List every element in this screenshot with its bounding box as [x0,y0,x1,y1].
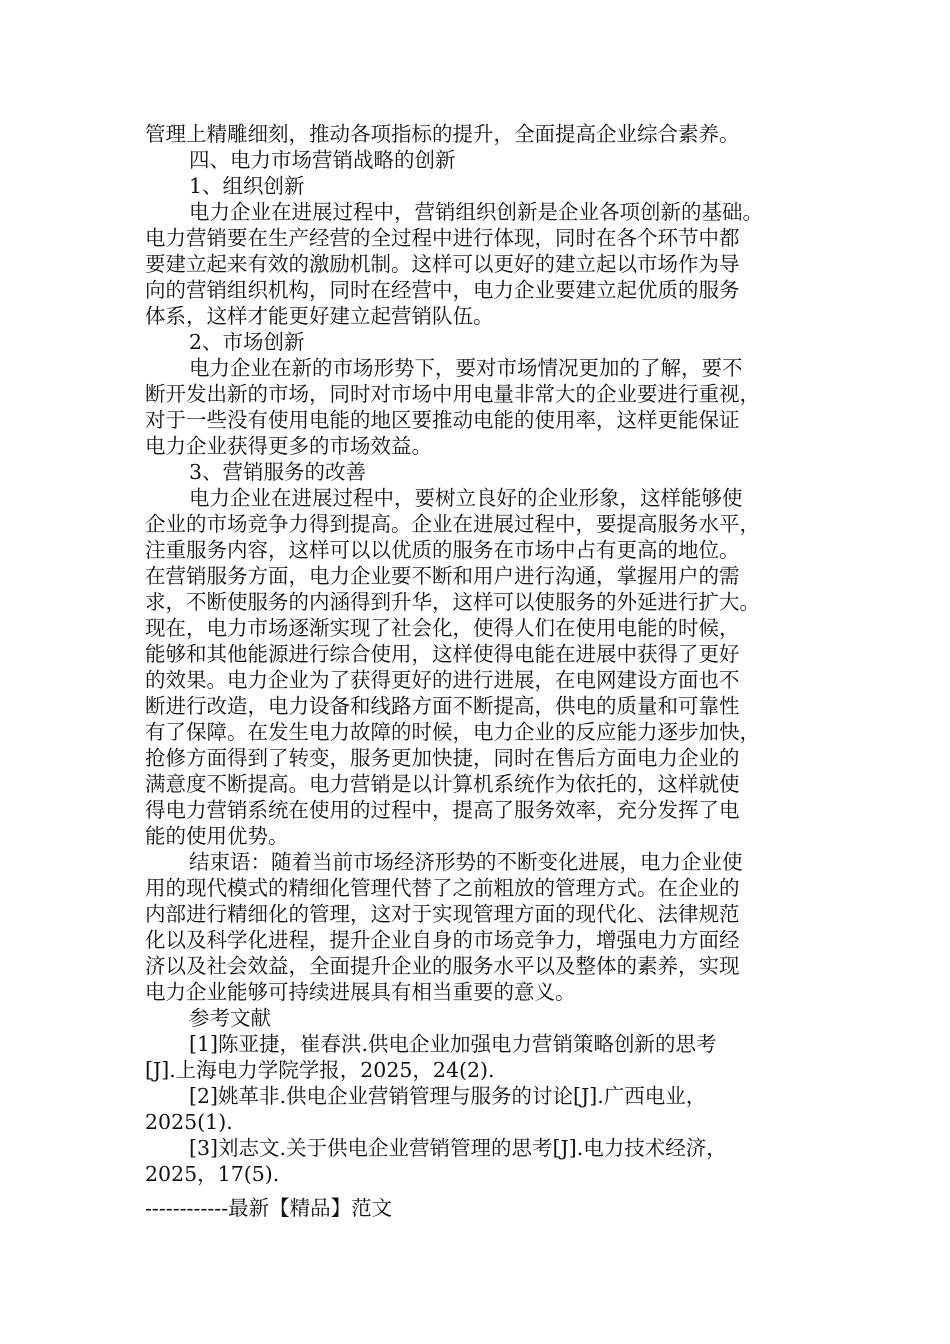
subsection-heading: 1、组织创新 [189,174,305,198]
reference-item: [J].上海电力学院学报，2025，24(2). [145,1058,495,1082]
reference-item: [2]姚革非.供电企业营销管理与服务的讨论[J].广西电业， [189,1084,707,1108]
reference-item: [1]陈亚捷，崔春洪.供电企业加强电力营销策略创新的思考 [189,1032,717,1056]
paragraph-line: 电力企业获得更多的市场效益。 [145,434,432,458]
paragraph-line: 管理上精雕细刻，推动各项指标的提升，全面提高企业综合素养。 [145,122,740,146]
section-heading: 四、电力市场营销战略的创新 [189,148,456,172]
paragraph-line: 向的营销组织机构，同时在经营中，电力企业要建立起优质的服务 [145,278,740,302]
paragraph-line: 体系，这样才能更好建立起营销队伍。 [145,304,494,328]
paragraph-line: 现在，电力市场逐渐实现了社会化，使得人们在使用电能的时候， [145,616,740,640]
page-footer: ------------最新【精品】范文 [145,1196,393,1220]
paragraph-line: 注重服务内容，这样可以以优质的服务在市场中占有更高的地位。 [145,538,740,562]
reference-item: 2025，17(5). [145,1162,280,1186]
paragraph-line: 得电力营销系统在使用的过程中，提高了服务效率，充分发挥了电 [145,798,740,822]
paragraph-line: 的效果。电力企业为了获得更好的进行进展，在电网建设方面也不 [145,668,740,692]
reference-item: 2025(1). [145,1110,233,1134]
paragraph-line: 电力企业在进展过程中，营销组织创新是企业各项创新的基础。 [189,200,763,224]
paragraph-line: 能的使用优势。 [145,824,289,848]
reference-item: [3]刘志文.关于供电企业营销管理的思考[J].电力技术经济， [189,1136,727,1160]
subsection-heading: 3、营销服务的改善 [189,460,367,484]
paragraph-line: 企业的市场竞争力得到提高。企业在进展过程中，要提高服务水平， [145,512,760,536]
paragraph-line: 要建立起来有效的激励机制。这样可以更好的建立起以市场作为导 [145,252,740,276]
paragraph-line: 断进行改造，电力设备和线路方面不断提高，供电的质量和可靠性 [145,694,740,718]
paragraph-line: 电力企业在进展过程中，要树立良好的企业形象，这样能够使 [189,486,743,510]
paragraph-line: 电力营销要在生产经营的全过程中进行体现，同时在各个环节中都 [145,226,740,250]
paragraph-line: 抢修方面得到了转变，服务更加快捷，同时在售后方面电力企业的 [145,746,740,770]
conclusion-line: 济以及社会效益，全面提升企业的服务水平以及整体的素养，实现 [145,954,740,978]
conclusion-line: 内部进行精细化的管理，这对于实现管理方面的现代化、法律规范 [145,902,740,926]
paragraph-line: 对于一些没有使用电能的地区要推动电能的使用率，这样更能保证 [145,408,740,432]
conclusion-line: 化以及科学化进程，提升企业自身的市场竞争力，增强电力方面经 [145,928,740,952]
paragraph-line: 电力企业在新的市场形势下，要对市场情况更加的了解，要不 [189,356,743,380]
conclusion-line: 结束语：随着当前市场经济形势的不断变化进展，电力企业使 [189,850,743,874]
paragraph-line: 求，不断使服务的内涵得到升华，这样可以使服务的外延进行扩大。 [145,590,760,614]
document-body [145,121,815,1187]
paragraph-line: 断开发出新的市场，同时对市场中用电量非常大的企业要进行重视， [145,382,760,406]
conclusion-line: 用的现代模式的精细化管理代替了之前粗放的管理方式。在企业的 [145,876,740,900]
references-heading: 参考文献 [189,1006,271,1030]
conclusion-line: 电力企业能够可持续进展具有相当重要的意义。 [145,980,576,1004]
paragraph-line: 满意度不断提高。电力营销是以计算机系统作为依托的，这样就使 [145,772,740,796]
paragraph-line: 能够和其他能源进行综合使用，这样使得电能在进展中获得了更好 [145,642,740,666]
paragraph-line: 有了保障。在发生电力故障的时候，电力企业的反应能力逐步加快， [145,720,760,744]
subsection-heading: 2、市场创新 [189,330,305,354]
paragraph-line: 在营销服务方面，电力企业要不断和用户进行沟通，掌握用户的需 [145,564,740,588]
